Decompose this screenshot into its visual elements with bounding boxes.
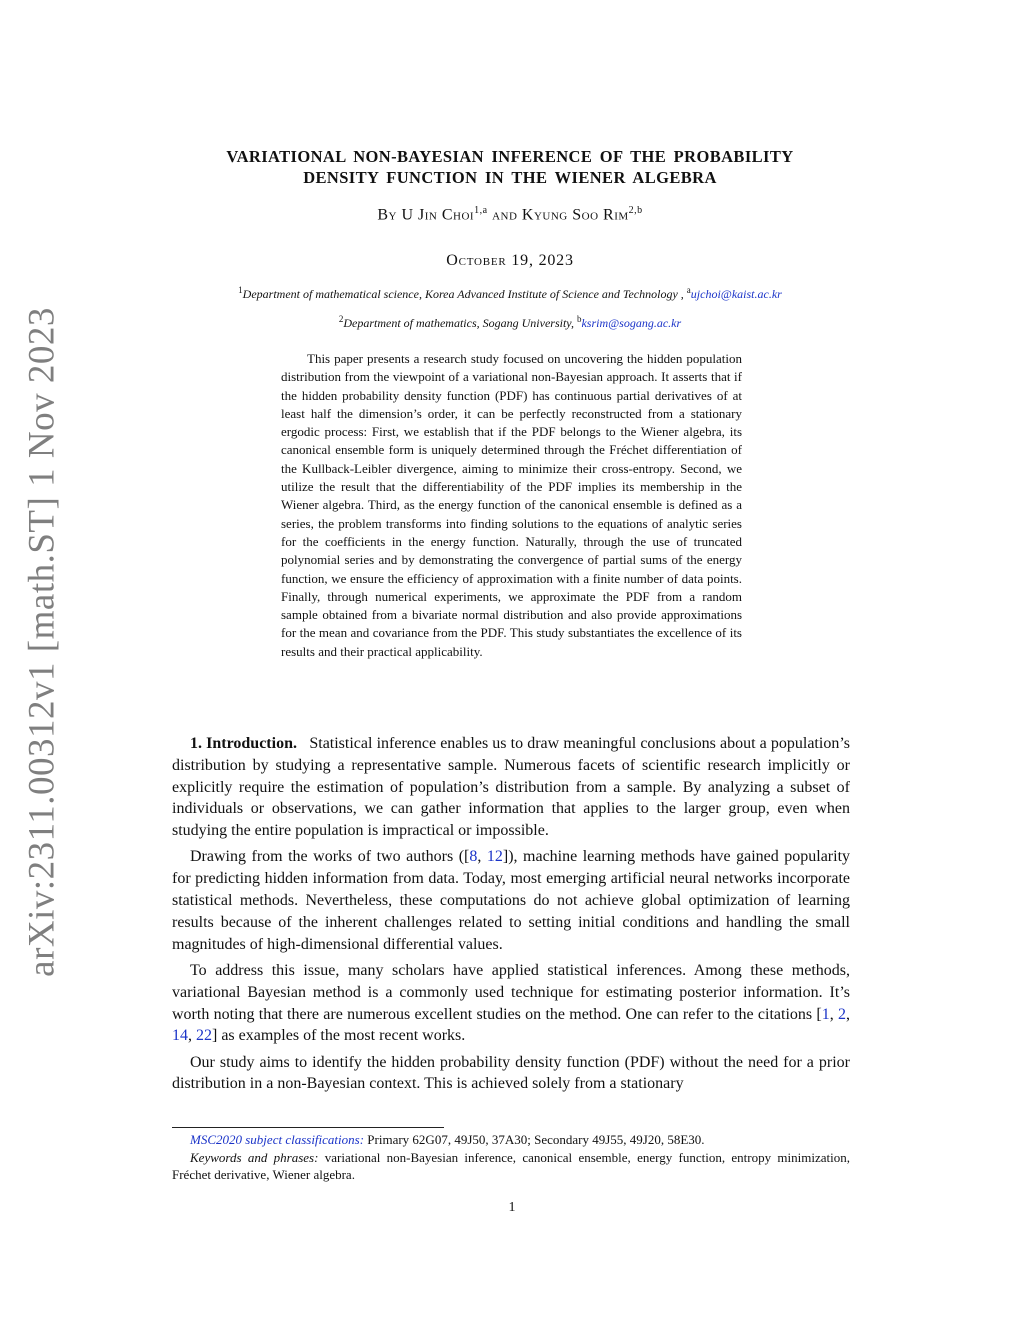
affiliation-1-text: Department of mathematical science, Korea Advanced Institute of Science and Technology , [242,287,684,301]
msc-text: Primary 62G07, 49J50, 37A30; Secondary 49J55, 49J20, 58E30. [367,1132,705,1147]
author-2-sup: 2,b [628,205,643,216]
page-number: 1 [508,1200,516,1215]
keywords-text: variational non-Bayesian inference, canonical ensemble, energy function, entropy minimization, Fréchet derivative, Wiener algebra. [172,1149,851,1182]
affiliation-1 [150,285,870,302]
citation-14[interactable]: 14 [172,1027,188,1045]
citation-8[interactable]: 8 [469,848,478,866]
arxiv-sidebar-stamp [12,307,72,977]
keywords-footnote [172,1149,850,1184]
author-1-sup: 1,a [474,205,488,216]
author-2: Kyung Soo Rim [521,206,629,224]
affiliation-2 [150,314,870,331]
p2-text-b: ]), machine learning methods have gained popularity for predicting hidden information from data. Today, most emerging artificial neural networks incorporate statistical methods. Nevertheless, these computations do not achieve global optimization of learning results because of the inherent challenges related to setting initial conditions and handling the small magnitudes of high-dimensional differential values. [172,848,851,953]
arxiv-identifier: arXiv:2311.00312v1 [math.ST] 1 Nov 2023 [21,307,63,977]
citation-2[interactable]: 2 [838,1005,847,1023]
footnote-rule [172,1127,444,1128]
affiliation-2-text: Department of mathematics, Sogang University, [343,316,574,330]
citation-22[interactable]: 22 [196,1027,212,1045]
p3-text-b: ] as examples of the most recent works. [212,1027,466,1045]
affiliation-1-email-mark: a [686,285,691,295]
affiliation-1-email-link[interactable]: ujchoi@kaist.ac.kr [690,287,782,301]
and-word: and [492,206,518,224]
section-number: 1. [190,735,202,752]
affiliation-1-num: 1 [238,285,243,295]
intro-paragraph-1-text: Statistical inference enables us to draw meaningful conclusions about a population’s distribution by studying a representative sample. Numerous facets of scientific research implicitly or explicitly require the estimation of population’s distribution from a sample. By analyzing a subset of individuals or observations, we can gather information that applies to the larger group, even when studying the entire population is impractical or impossible. [172,735,850,840]
introduction-section [172,733,850,1100]
citation-1[interactable]: 1 [821,1005,830,1023]
abstract: This paper presents a research study focused on uncovering the hidden population distribution from the viewpoint of a variational non-Bayesian approach. It asserts that if the hidden probability density function (PDF) has continuous partial derivatives of at least half the dimension’s order, it can be perfectly reconstructed from a stationary ergodic process: First, we establish that if the PDF belongs to the Wiener algebra, its canonical ensemble form is uniquely determined through the Fréchet differentiation of the Kullback-Leibler divergence, aiming to minimize their cross-entropy. Second, we utilize the result that the differentiability of the PDF implies its membership in the Wiener algebra. Third, as the energy function of the canonical ensemble is defined as a series, the problem transforms into finding solutions to the equations of analytic series for the coefficients in the energy function. Naturally, through the use of truncated polynomial series and by demonstrating the convergence of partial sums of the energy function, we ensure the efficiency of approximation with a finite number of data points. Finally, through numerical experiments, we approximate the PDF from a random sample obtained from a bivariate normal distribution and also provide approximations for the mean and covariance from the PDF. This study substantiates the excellence of its results and their practical applicability. [281,351,742,659]
msc-link[interactable]: MSC2020 subject classifications: [190,1132,365,1147]
citation-12[interactable]: 12 [486,848,503,866]
p3-text-a: To address this issue, many scholars have applied statistical inferences. Among these methods, variational Bayesian method is a commonly used technique for estimating posterior information. It’s worth noting that there are numerous excellent studies on the method. One can refer to the citations [ [172,961,850,1023]
p2-sep: , [477,848,487,866]
p2-text-a: Drawing from the works of two authors ([ [190,848,470,866]
msc-footnote [172,1131,850,1149]
affiliation-2-num: 2 [338,314,344,324]
footnotes [172,1131,850,1184]
title-line-1: VARIATIONAL NON-BAYESIAN INFERENCE OF THE PROBABILITY [226,147,794,166]
intro-paragraph-3: To address this issue, many scholars have applied statistical inferences. Among these methods, variational Bayesian method is a commonly used technique for estimating posterior information. It’s worth noting that there are numerous excellent studies on the method. One can refer to the citations [1, 2, 14, 22] as examples of the most recent works. [172,961,851,1045]
author-1: U Jin Choi [401,206,475,224]
author-line [170,205,850,224]
section-title: Introduction. [206,735,297,752]
intro-paragraph-2 [172,846,850,955]
intro-paragraph-1 [172,733,850,842]
title-line-2: DENSITY FUNCTION IN THE WIENER ALGEBRA [303,168,717,187]
by-word: By [377,206,397,224]
paper-title [170,146,850,188]
affiliation-2-email-link[interactable]: ksrim@sogang.ac.kr [581,316,682,330]
paper-date: October 19, 2023 [446,252,574,269]
keywords-label: Keywords and phrases: [190,1149,319,1165]
affiliation-2-email-mark: b [576,314,582,324]
intro-paragraph-4: Our study aims to identify the hidden probability density function (PDF) without the need for a prior distribution in a non-Bayesian context. This is achieved solely from a stationary [172,1053,850,1093]
